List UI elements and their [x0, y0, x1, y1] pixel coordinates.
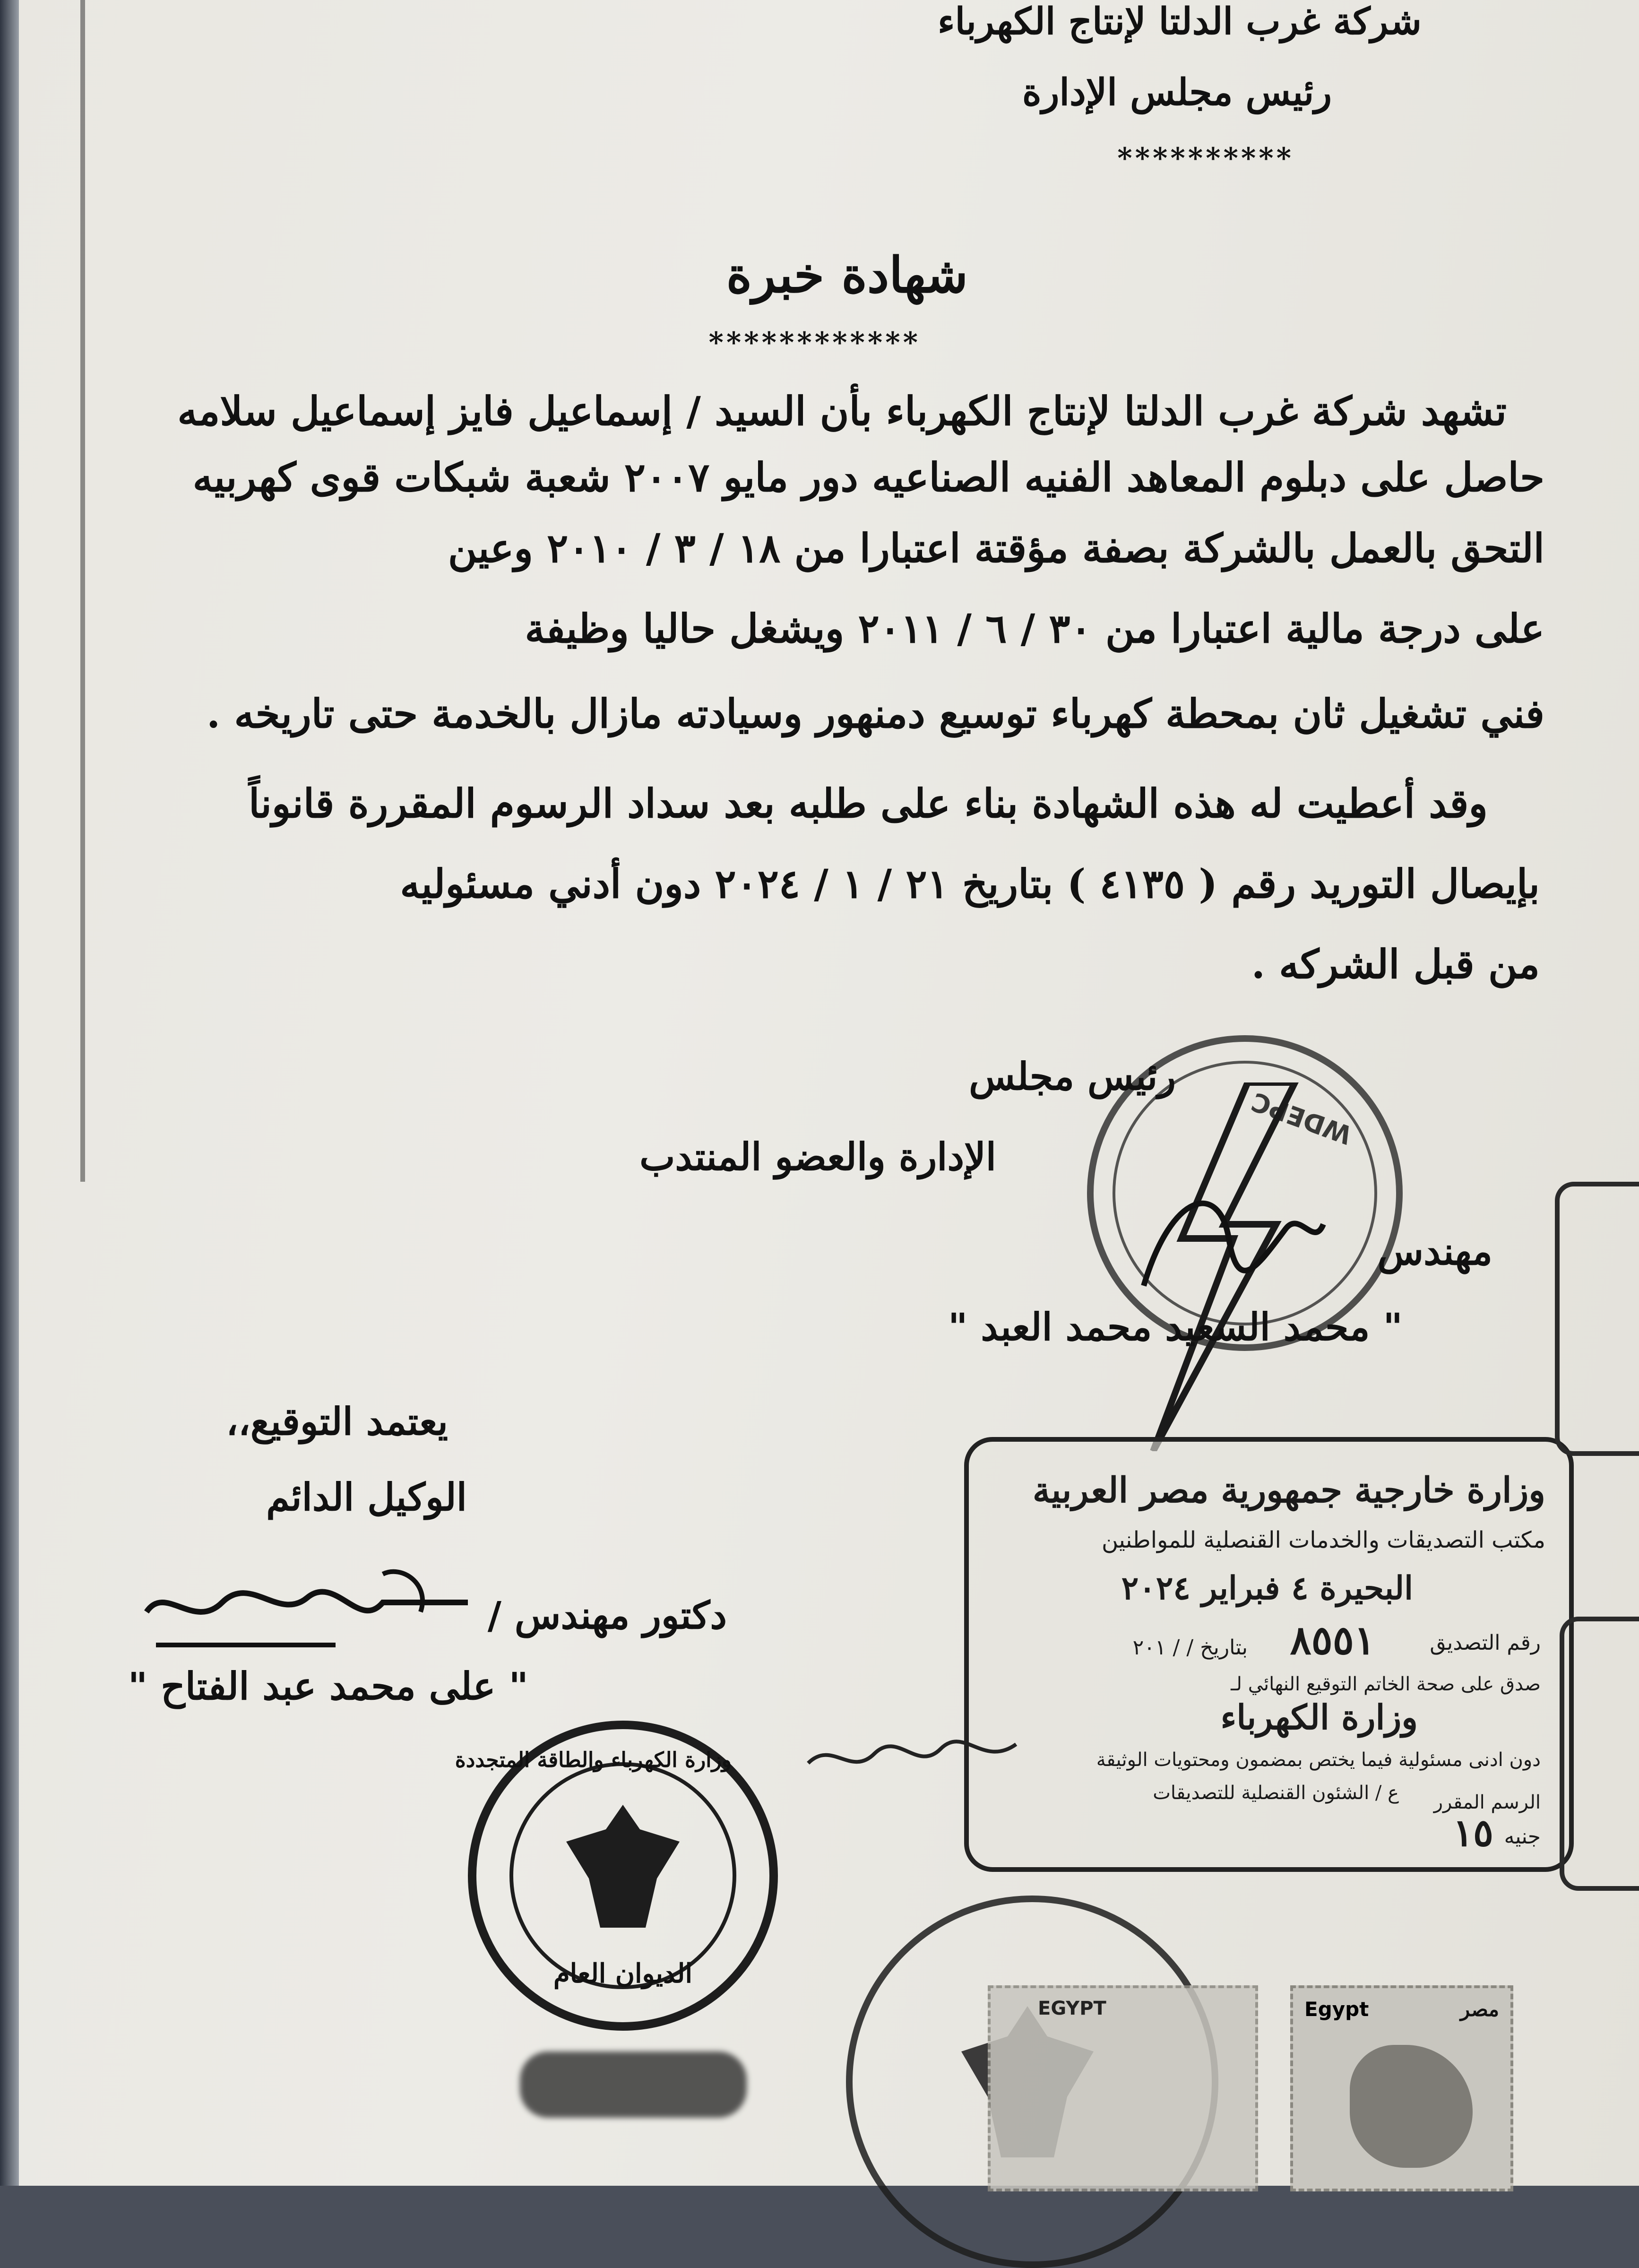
stamp-cert-label: رقم التصديق	[1430, 1631, 1541, 1655]
board-chairman-title: رئيس مجلس الإدارة	[1022, 71, 1332, 114]
partial-stamp-right-2	[1560, 1617, 1639, 1891]
closing-line-2: بإيصال التوريد رقم ( ٤١٣٥ ) بتاريخ ٢١ / ١ / ٢٠٢٤ دون أدني مسئوليه	[400, 860, 1540, 907]
company-seal-code: WDEPC	[1247, 1086, 1356, 1150]
partial-stamp-right-1	[1555, 1182, 1639, 1456]
body-line-4: على درجة مالية اعتبارا من ٣٠ / ٦ / ٢٠١١ ويشغل حاليا وظيفة	[525, 605, 1544, 652]
bird-image-icon	[1350, 2045, 1473, 2168]
chairman-name: " محمد السعيد محمد العبد "	[948, 1305, 1403, 1349]
closing-line-1: وقد أعطيت له هذه الشهادة بناء على طلبه بعد سداد الرسوم المقررة قانوناً	[248, 780, 1488, 827]
stamp-cert-number: ٨٥٥١	[1290, 1617, 1375, 1663]
closing-line-3: من قبل الشركه .	[1251, 941, 1540, 987]
deputy-name: " على محمد عبد الفتاح "	[128, 1664, 528, 1708]
body-line-2: حاصل على دبلوم المعاهد الفنيه الصناعيه دور مايو ٢٠٠٧ شعبة شبكات قوى كهربيه	[192, 454, 1544, 501]
stamp-country-en: Egypt	[1304, 1998, 1369, 2021]
foreign-ministry-stamp	[964, 1437, 1574, 1872]
handwritten-number-mark	[520, 2052, 747, 2118]
handwritten-note	[803, 1721, 1021, 1787]
page-left-edge	[0, 0, 19, 2186]
stamp-disclaimer: دون ادنى مسئولية فيما يختص بمضمون ومحتويات الوثيقة	[1096, 1749, 1541, 1771]
postage-stamp-2	[988, 1985, 1258, 2191]
chairman-role: الإدارة والعضو المنتدب	[639, 1134, 996, 1179]
stamp-verify-line: صدق على صحة الخاتم التوقيع النهائي لـ	[1231, 1673, 1541, 1695]
stamp-signed-for: ع / الشئون القنصلية للتصديقات	[1153, 1782, 1399, 1804]
header-stars: **********	[1117, 142, 1294, 175]
permanent-deputy-label: الوكيل الدائم	[266, 1475, 467, 1519]
stamp-date-label: بتاريخ / / ٢٠١	[1132, 1636, 1248, 1660]
stamp-country-ar: مصر	[1460, 1998, 1499, 2021]
company-name: شركة غرب الدلتا لإنتاج الكهرباء	[937, 0, 1422, 43]
stamp-ministry-name: وزارة خارجية جمهورية مصر العربية	[1032, 1470, 1545, 1511]
stamp-office-name: مكتب التصديقات والخدمات القنصلية للمواطنين	[1102, 1527, 1545, 1553]
approve-signature-label: يعتمد التوقيع،،	[226, 1399, 448, 1444]
deputy-signature	[137, 1555, 477, 1678]
chairman-signature	[1134, 1172, 1333, 1324]
body-line-5: فني تشغيل ثان بمحطة كهرباء توسيع دمنهور وسيادته مازال بالخدمة حتى تاريخه .	[206, 690, 1544, 737]
stamp-value-fragment: EGYPT	[1038, 1998, 1106, 2019]
stamp-fee-label: الرسم المقرر	[1433, 1792, 1541, 1813]
body-line-1: تشهد شركة غرب الدلتا لإنتاج الكهرباء بأن السيد / إسماعيل فايز إسماعيل سلامه	[177, 388, 1507, 434]
stamp-place-date: البحيرة ٤ فبراير ٢٠٢٤	[1121, 1569, 1413, 1607]
engineer-label: مهندس	[1377, 1229, 1492, 1273]
doctor-engineer-label: دكتور مهندس /	[487, 1593, 727, 1637]
body-line-3: التحق بالعمل بالشركة بصفة مؤقتة اعتبارا من ١٨ / ٣ / ٢٠١٠ وعين	[448, 525, 1544, 571]
margin-line	[80, 0, 85, 1182]
stamp-authority: وزارة الكهرباء	[1220, 1697, 1418, 1737]
stamp-currency: جنيه	[1504, 1825, 1541, 1849]
seal-ring-text: وزارة الكهرباء والطاقة المتجددة	[455, 1748, 732, 1772]
stamp-fee-value: ١٥	[1453, 1810, 1493, 1855]
certificate-title: شهادة خبرة	[726, 246, 968, 304]
seal-bottom-text: الديوان العام	[553, 1958, 693, 1989]
postage-stamp-1	[1290, 1985, 1513, 2191]
ministry-electricity-seal	[455, 1721, 778, 2031]
title-stars: ************	[708, 326, 921, 359]
chairman-label: رئيس مجلس	[969, 1054, 1176, 1099]
